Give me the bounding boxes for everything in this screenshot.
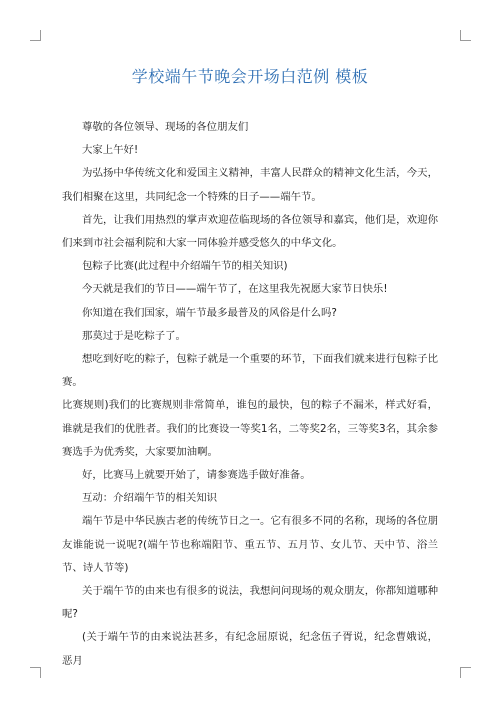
paragraph-greeting: 大家上午好! xyxy=(82,144,139,157)
paragraph-purpose: 为弘扬中华传统文化和爱国主义精神，丰富人民群众的精神文化生活，今天，我们相聚在这里，共同纪念一个特殊的日子——端午节。 xyxy=(62,167,438,203)
document-body xyxy=(62,116,438,673)
paragraph-salutation: 尊敬的各位领导、现场的各位朋友们 xyxy=(82,121,249,133)
paragraph-contest-rules: 比赛规则)我们的比赛规则非常简单，谁包的最快，包的粽子不漏米，样式好看，谁就是我们的优胜者。我们的比赛设一等奖1名，二等奖2名，三等奖3名，其余参赛选手为优秀奖，大家要加油啊。 xyxy=(62,399,438,458)
paragraph-contest-start: 好，比赛马上就要开始了，请参赛选手做好准备。 xyxy=(82,469,311,482)
document-title: 学校端午节晚会开场白范例 模板 xyxy=(131,67,369,86)
paragraph-section-interaction: 互动：介绍端午节的相关知识 xyxy=(82,492,218,505)
crop-mark-top-left xyxy=(30,30,41,41)
paragraph-question-custom: 你知道在我们国家，端午节最多最普及的风俗是什么吗? xyxy=(82,306,337,319)
paragraph-contest-intro: 想吃到好吃的粽子，包粽子就是一个重要的环节，下面我们就来进行包粽子比赛。 xyxy=(62,353,438,389)
paragraph-welcome: 首先，让我们用热烈的掌声欢迎莅临现场的各位领导和嘉宾，他们是，欢迎你们来到市社会福利院和大家一同体验并感受悠久的中华文化。 xyxy=(62,213,438,250)
paragraph-origin-question: 关于端午节的由来也有很多的说法，我想问问现场的观众朋友，你都知道哪种呢? xyxy=(62,585,438,621)
crop-mark-bottom-right xyxy=(460,667,471,678)
crop-mark-top-right xyxy=(460,30,471,41)
paragraph-festival-greeting: 今天就是我们的节日——端午节了，在这里我先祝愿大家节日快乐! xyxy=(82,283,388,296)
paragraph-section-zongzi-contest: 包粽子比赛(此过程中介绍端午节的相关知识) xyxy=(82,260,288,273)
paragraph-festival-names: 端午节是中华民族古老的传统节日之一。它有很多不同的名称，现场的各位朋友谁能说一说呢?(端午节也称端阳节、重五节、五月节、女儿节、天中节、浴兰节、诗人节等) xyxy=(62,515,438,574)
crop-mark-bottom-left xyxy=(30,667,41,678)
paragraph-origin-explanation: (关于端午节的由来说法甚多，有纪念屈原说，纪念伍子胥说，纪念曹娥说，恶月 xyxy=(62,631,438,667)
paragraph-answer-zongzi: 那莫过于是吃粽子了。 xyxy=(82,329,186,342)
